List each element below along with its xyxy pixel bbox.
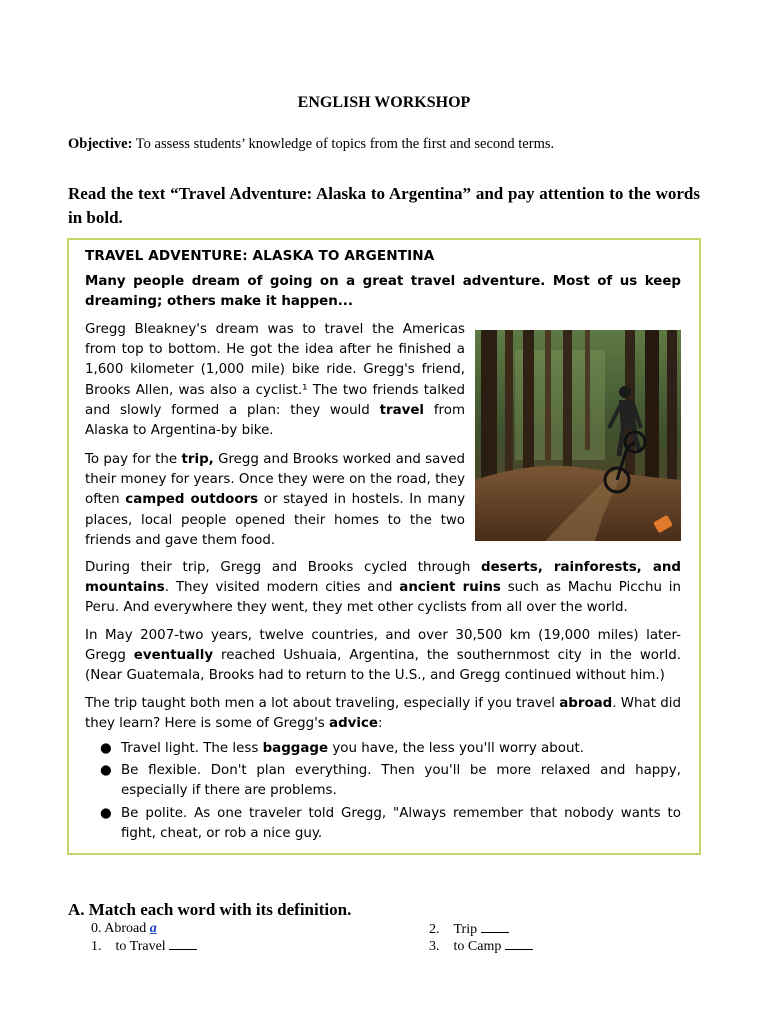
paragraph-3: During their trip, Gregg and Brooks cycled through deserts, rainforests, and mountains. They visited modern cities and ancient ruins such as Machu Picchu in Peru. And everywhere they went, they met other cyclists from all over the world. (85, 560, 681, 616)
reading-box (67, 238, 701, 855)
list-item: ● Be flexible. Don't plan everything. Then you'll be more relaxed and happy, especially if there are problems. (100, 763, 681, 799)
bold-word: abroad (559, 696, 613, 711)
bold-word: baggage (262, 741, 329, 756)
paragraph-2: To pay for the trip, Gregg and Brooks worked and saved their money for years. Once they were on the road, they often camped outdoors or stayed in hostels. In many places, local people opened their homes to the two friends and gave them food. (85, 452, 466, 548)
reading-intro: Many people dream of going on a great travel adventure. Most of us keep dreaming; others make it happen... (85, 274, 681, 310)
bold-word: camped outdoors (125, 492, 259, 508)
bold-word: trip, (181, 452, 214, 467)
answer-blank[interactable] (481, 920, 509, 933)
bold-word: eventually (133, 648, 214, 664)
answer-link[interactable]: a (149, 921, 157, 936)
bold-word: ancient ruins (399, 580, 501, 596)
match-item-3: 3. to Camp (429, 937, 533, 955)
bullet-icon: ● (100, 805, 112, 821)
paragraph-5: The trip taught both men a lot about traveling, especially if you travel abroad. What did they learn? Here is some of Gregg's advice: (85, 696, 681, 732)
list-item: ● Travel light. The less baggage you have, the less you'll worry about. (85, 739, 681, 759)
cyclist-in-forest-photo (475, 330, 681, 541)
reading-instruction: Read the text “Travel Adventure: Alaska to Argentina” and pay attention to the words in bold. (68, 184, 700, 227)
objective-text: To assess students’ knowledge of topics from the first and second terms. (132, 136, 555, 152)
objective (68, 136, 708, 153)
match-item-1: 1. to Travel (91, 937, 197, 955)
bold-word: travel (379, 402, 425, 418)
answer-blank[interactable] (169, 937, 197, 950)
answer-blank[interactable] (505, 937, 533, 950)
bold-word: deserts, rainforests, and mountains (85, 560, 681, 596)
objective-label: Objective: (68, 136, 133, 152)
list-item: ● Be polite. As one traveler told Gregg, "Always remember that nobody wants to fight, cheat, or rob a nice guy. (100, 805, 681, 841)
bold-word: advice (329, 716, 378, 732)
page-title: ENGLISH WORKSHOP (297, 94, 471, 111)
bullet-icon: ● (100, 763, 112, 779)
match-item-2: 2. Trip (429, 920, 509, 938)
reading-title: TRAVEL ADVENTURE: ALASKA TO ARGENTINA (85, 248, 435, 264)
section-a-title: A. Match each word with its definition. (68, 900, 352, 919)
match-item-0: 0. Abroad a (91, 921, 157, 936)
paragraph-1: Gregg Bleakney's dream was to travel the Americas from top to bottom. He got the idea after he finished a 1,600 kilometer (1,000 mile) bike ride. Gregg's friend, Brooks Allen, was also a cyclist.¹ The two friends talked and slowly formed a plan: they would travel from Alaska to Argentina-by bike. (85, 322, 465, 439)
bullet-icon: ● (100, 741, 112, 756)
paragraph-4: In May 2007-two years, twelve countries, and over 30,500 km (19,000 miles) later-Gregg eventually reached Ushuaia, Argentina, the southernmost city in the world. (Near Guatemala, Brooks had to return to the U.S., and Gregg continued without him.) (85, 628, 681, 684)
advice-list (85, 739, 681, 846)
